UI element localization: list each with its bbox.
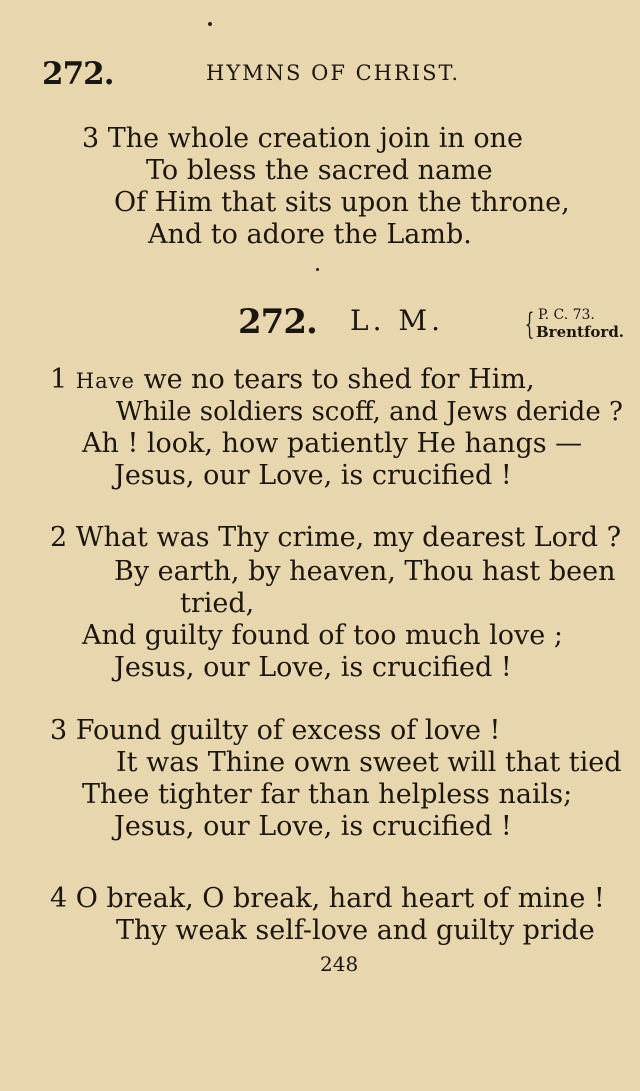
verse-1-first-rest: we no tears to shed for Him, <box>134 364 535 395</box>
verse-number: 4 <box>50 883 68 914</box>
separator-dot <box>316 268 319 271</box>
tune-name: Brentford. <box>536 323 625 341</box>
tune-brace: { <box>524 307 535 342</box>
verse-4-first-text: O break, O break, hard heart of mine ! <box>75 883 605 914</box>
verse-2-first-line <box>50 522 621 554</box>
verse-3-line-3: Thee tighter far than helpless nails; <box>82 779 573 810</box>
small-caps-opening: Have <box>75 369 135 393</box>
verse-2-line-2-cont: tried, <box>180 588 255 619</box>
verse-1-line-3: Ah ! look, how patiently He hangs — <box>82 428 583 459</box>
prev-verse-line-2: To bless the sacred name <box>146 155 493 186</box>
ink-speck <box>208 22 212 26</box>
verse-number: 2 <box>50 522 68 553</box>
verse-1-line-4: Jesus, our Love, is crucified ! <box>114 460 512 491</box>
prev-verse-line-3: Of Him that sits upon the throne, <box>114 187 570 218</box>
verse-number: 3 <box>50 715 68 746</box>
tune-reference: P. C. 73. <box>538 307 595 323</box>
verse-3-line-4: Jesus, our Love, is crucified ! <box>114 811 512 842</box>
verse-number: 1 <box>50 364 68 395</box>
hymn-number: 272. <box>238 302 317 342</box>
verse-2-line-2: By earth, by heaven, Thou hast been <box>114 556 616 587</box>
running-title: HYMNS OF CHRIST. <box>206 61 461 85</box>
verse-2-line-3: And guilty found of too much love ; <box>82 620 563 651</box>
prev-verse-line-1: 3 The whole creation join in one <box>82 123 523 154</box>
verse-2-line-4: Jesus, our Love, is crucified ! <box>114 652 512 683</box>
verse-4-first-line <box>50 883 605 915</box>
hymn-meter: L. M. <box>350 304 444 337</box>
verse-2-first-text: What was Thy crime, my dearest Lord ? <box>75 522 622 553</box>
verse-1-line-2: While soldiers scoff, and Jews deride ? <box>116 397 623 427</box>
header-hymn-number: 272. <box>42 56 114 92</box>
prev-verse-line-4: And to adore the Lamb. <box>148 219 472 250</box>
verse-3-line-2: It was Thine own sweet will that tied <box>116 747 622 778</box>
verse-3-first-text: Found guilty of excess of love ! <box>75 715 501 746</box>
page-number: 248 <box>320 952 359 976</box>
verse-3-first-line <box>50 715 500 747</box>
verse-4-line-2: Thy weak self-love and guilty pride <box>116 915 595 946</box>
verse-1-first-line <box>50 364 535 397</box>
